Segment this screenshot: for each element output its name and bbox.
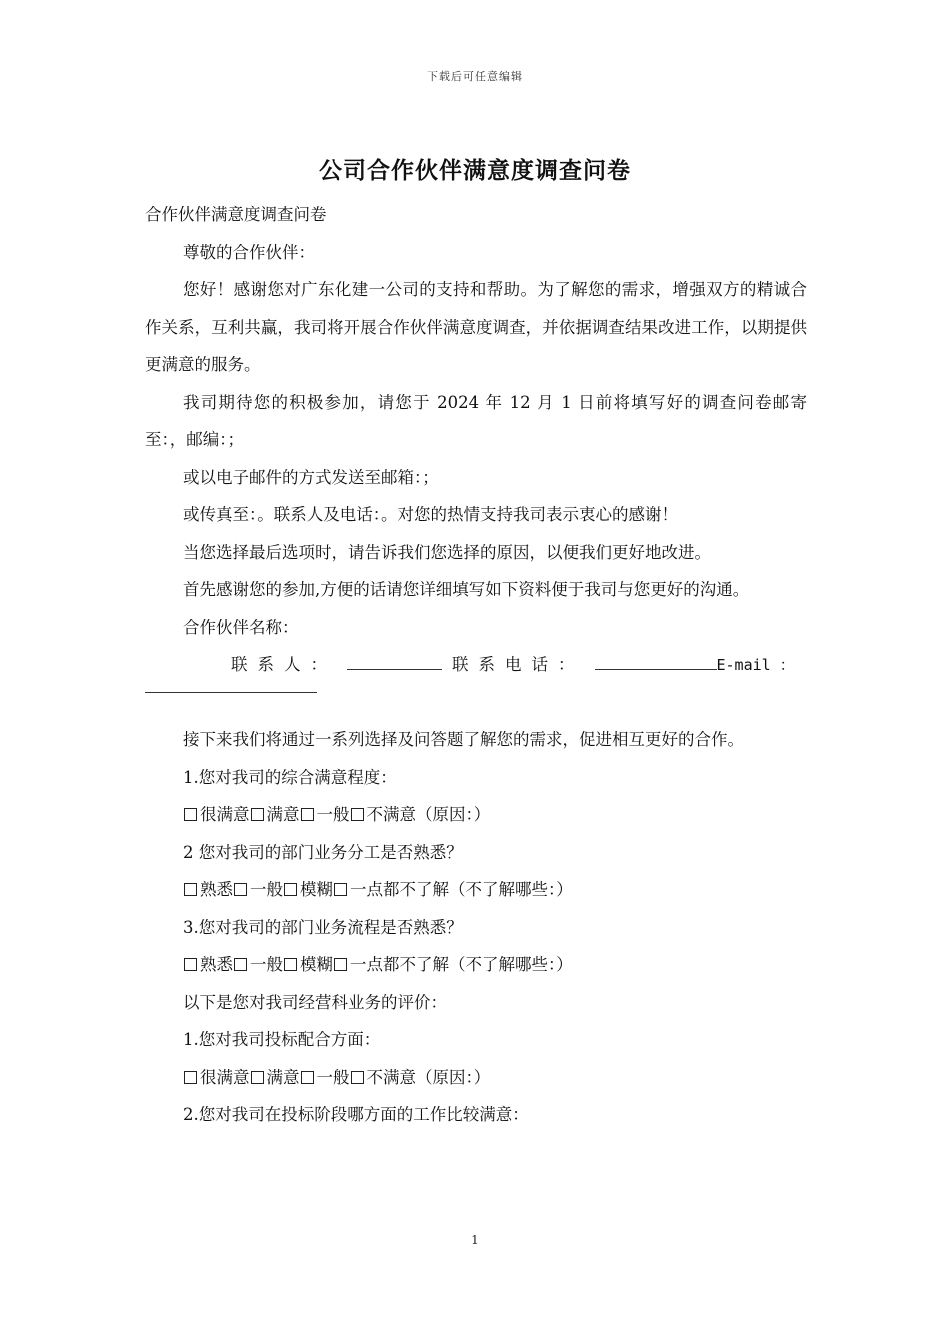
intro-paragraph: 您好！感谢您对广东化建一公司的支持和帮助。为了解您的需求，增强双方的精诚合作关系，互利共赢，我司将开展合作伙伴满意度调查，并依据调查结果改进工作，以期提供更满意的服务。	[145, 280, 807, 374]
section-2-question-1-options	[145, 1059, 807, 1097]
checkbox-icon[interactable]	[284, 958, 297, 971]
option-label: 一般	[316, 1067, 350, 1087]
page-number: 1	[471, 1233, 479, 1247]
greeting: 尊敬的合作伙伴：	[183, 242, 315, 262]
option-label: 模糊	[300, 955, 333, 974]
question-2-text: 2 您对我司的部门业务分工是否熟悉？	[183, 842, 463, 862]
email-label: E-mail ：	[716, 656, 795, 674]
question-3-text: 3.您对我司的部门业务流程是否熟悉？	[183, 917, 463, 937]
checkbox-icon[interactable]	[184, 808, 197, 821]
option-label: 满意	[266, 805, 300, 824]
document-title: 公司合作伙伴满意度调查问卷	[319, 157, 631, 184]
contact-person-field[interactable]	[347, 653, 442, 670]
option-label: 一点都不了解（不了解哪些：）	[350, 880, 573, 899]
checkbox-icon[interactable]	[234, 883, 247, 896]
checkbox-icon[interactable]	[251, 808, 264, 821]
section-2-question-2-text: 2.您对我司在投标阶段哪方面的工作比较满意：	[183, 1105, 529, 1124]
fill-info-paragraph: 首先感谢您的参加,方便的话请您详细填写如下资料便于我司与您更好的沟通。	[183, 580, 750, 599]
email-field-row	[145, 684, 807, 722]
option-label: 一点都不了解（不了解哪些：）	[350, 955, 573, 974]
checkbox-icon[interactable]	[351, 808, 364, 821]
option-label: 很满意	[200, 805, 250, 824]
option-label: 一般	[316, 805, 350, 824]
checkbox-icon[interactable]	[251, 1071, 264, 1084]
contact-person-label: 联系人：	[231, 655, 337, 674]
option-label: 不满意（原因：）	[366, 1067, 491, 1087]
contact-phone-field[interactable]	[595, 653, 717, 670]
question-2-options	[145, 871, 807, 909]
checkbox-icon[interactable]	[334, 958, 347, 971]
question-1-options	[145, 796, 807, 834]
question-3-options	[145, 946, 807, 984]
section-2-question-1-text: 1.您对我司投标配合方面：	[183, 1030, 381, 1049]
next-paragraph: 接下来我们将通过一系列选择及问答题了解您的需求，促进相互更好的合作。	[183, 730, 744, 749]
contact-info-line	[145, 646, 807, 684]
checkbox-icon[interactable]	[301, 808, 314, 821]
fax-line: 或传真至：。联系人及电话：。对您的热情支持我司表示衷心的感谢！	[183, 505, 678, 524]
checkbox-icon[interactable]	[301, 1071, 314, 1084]
email-field[interactable]	[145, 692, 317, 693]
option-label: 一般	[250, 955, 283, 974]
option-label: 不满意（原因：）	[366, 805, 491, 824]
checkbox-icon[interactable]	[234, 958, 247, 971]
header-note: 下载后可任意编辑	[427, 70, 523, 83]
checkbox-icon[interactable]	[284, 883, 297, 896]
option-label: 很满意	[200, 1067, 250, 1087]
document-subtitle: 合作伙伴满意度调查问卷	[145, 205, 327, 224]
checkbox-icon[interactable]	[184, 1071, 197, 1084]
checkbox-icon[interactable]	[184, 883, 197, 896]
checkbox-icon[interactable]	[184, 958, 197, 971]
contact-phone-label: 联系电话：	[452, 655, 585, 674]
document-body	[145, 196, 807, 1134]
option-label: 熟悉	[200, 955, 233, 974]
checkbox-icon[interactable]	[351, 1071, 364, 1084]
option-label: 模糊	[300, 880, 333, 899]
option-label: 一般	[250, 880, 283, 899]
last-option-line: 当您选择最后选项时，请告诉我们您选择的原因，以便我们更好地改进。	[183, 542, 711, 562]
option-label: 熟悉	[200, 880, 233, 899]
option-label: 满意	[266, 1067, 300, 1087]
deadline-paragraph: 我司期待您的积极参加，请您于 2024 年 12 月 1 日前将填写好的调查问卷邮寄至：，邮编：；	[145, 392, 807, 449]
partner-name-label: 合作伙伴名称：	[183, 617, 299, 637]
email-line: 或以电子邮件的方式发送至邮箱：；	[183, 467, 439, 487]
question-1-text: 1.您对我司的综合满意程度：	[183, 767, 397, 787]
checkbox-icon[interactable]	[334, 883, 347, 896]
section-2-heading: 以下是您对我司经营科业务的评价：	[183, 992, 447, 1012]
